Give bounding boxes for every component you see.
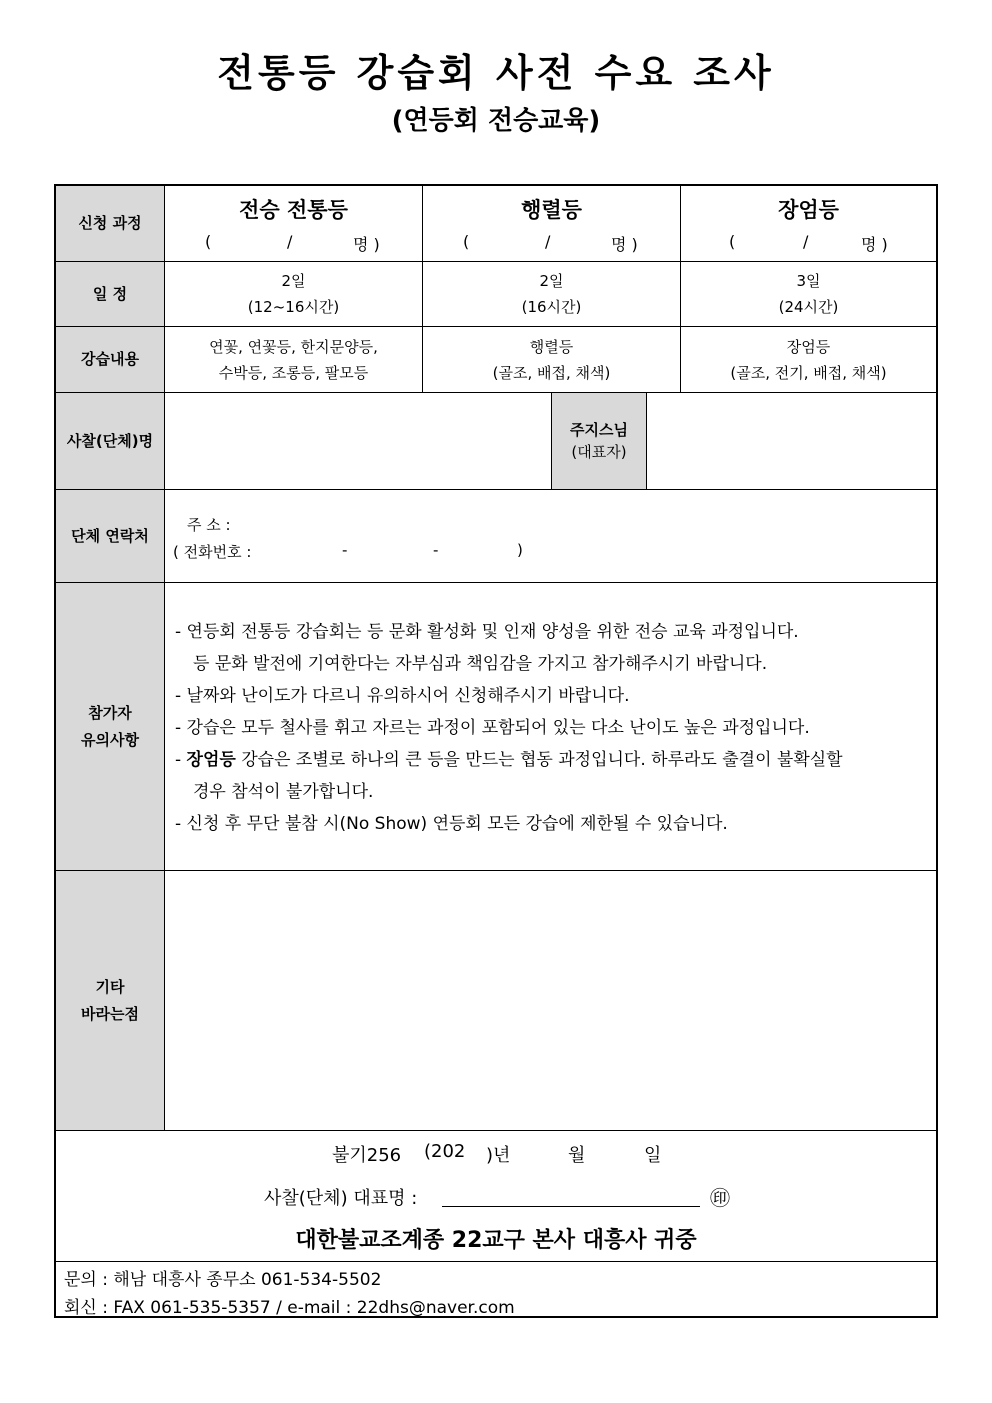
note-item: - 연등회 전통등 강습회는 등 문화 활성화 및 인재 양성을 위한 전승 교육 과정입니다. — [175, 622, 799, 642]
count-unit: 명 ) — [353, 235, 380, 254]
note-item: 등 문화 발전에 기여한다는 자부심과 책임감을 가지고 참가해주시기 바랍니다. — [193, 654, 768, 674]
content-cell: 연꽃, 연꽃등, 한지문양등, 수박등, 조롱등, 팔모등 — [209, 337, 378, 382]
note-item: 경우 참석이 불가합니다. — [193, 782, 374, 802]
count-paren: ( — [205, 232, 212, 251]
temple-name-input[interactable] — [165, 393, 551, 489]
course-name: 전승 전통등 — [239, 198, 348, 222]
phone-dash: - — [433, 541, 439, 559]
count-unit: 명 ) — [611, 235, 638, 254]
date-year[interactable]: (202 — [424, 1141, 466, 1162]
contact-input[interactable] — [165, 490, 936, 582]
seal-mark: ㊞ — [710, 1186, 730, 1210]
participant-notes — [175, 616, 935, 840]
course-column-1 — [165, 186, 422, 261]
schedule-cell: 2일 (16시간) — [521, 272, 582, 316]
abbot-label: 주지스님 (대표자) — [552, 393, 646, 489]
date-month[interactable]: 월 — [568, 1145, 586, 1166]
note-item — [175, 744, 935, 776]
page-subtitle: (연등회 전승교육) — [391, 106, 601, 136]
course-name: 행렬등 — [521, 198, 582, 222]
row-divider — [56, 1130, 936, 1131]
other-wishes-input[interactable] — [165, 871, 936, 1130]
course-name: 장엄등 — [778, 198, 839, 222]
date-year-end: )년 — [486, 1145, 511, 1166]
note-text: 강습은 조별로 하나의 큰 등을 만드는 협동 과정입니다. 하루라도 출결이 불확실할 — [241, 750, 843, 770]
schedule-cell: 3일 (24시간) — [778, 272, 839, 316]
course-column-2 — [423, 186, 680, 261]
page-title: 전통등 강습회 사전 수요 조사 — [217, 51, 775, 95]
count-unit: 명 ) — [861, 235, 888, 254]
abbot-name-input[interactable] — [647, 393, 936, 489]
phone-dash: - — [342, 541, 348, 559]
content-label: 강습내용 — [56, 327, 164, 392]
count-slash[interactable]: / — [287, 232, 293, 251]
reply-line: 회신 : FAX 061-535-5357 / e-mail : 22dhs@naver.com — [64, 1298, 515, 1318]
date-prefix: 불기256 — [332, 1145, 402, 1166]
count-slash[interactable]: / — [545, 232, 551, 251]
temple-label: 사찰(단체)명 — [56, 393, 164, 489]
organization-name: 대한불교조계종 22교구 본사 대흥사 귀중 — [295, 1228, 697, 1253]
date-day[interactable]: 일 — [644, 1145, 662, 1166]
count-paren: ( — [729, 232, 736, 251]
course-label: 신청 과정 — [56, 186, 164, 261]
representative-label: 사찰(단체) 대표명 : — [264, 1188, 418, 1209]
note-emphasis: 장엄등 — [186, 750, 236, 770]
address-label: 주 소 : — [187, 516, 231, 534]
note-item: - 날짜와 난이도가 다르니 유의하시어 신청해주시기 바랍니다. — [175, 686, 630, 706]
inquiry-line: 문의 : 해남 대흥사 종무소 061-534-5502 — [64, 1270, 382, 1290]
note-item: - 강습은 모두 철사를 휘고 자르는 과정이 포함되어 있는 다소 난이도 높은 과정입니다. — [175, 718, 810, 738]
notes-label: 참가자 유의사항 — [56, 583, 164, 870]
content-cell: 행렬등 (골조, 배접, 채색) — [492, 337, 611, 382]
phone-label: ( 전화번호 : — [173, 543, 252, 561]
count-paren: ( — [463, 232, 470, 251]
content-cell: 장엄등 (골조, 전기, 배접, 채색) — [730, 337, 887, 382]
other-label: 기타 바라는점 — [56, 871, 164, 1130]
contact-label: 단체 연락처 — [56, 490, 164, 582]
row-divider — [56, 582, 936, 583]
representative-signature-line[interactable] — [442, 1206, 700, 1207]
course-column-3 — [681, 186, 936, 261]
note-dash: - — [175, 750, 182, 770]
note-item: - 신청 후 무단 불참 시(No Show) 연등회 모든 강습에 제한될 수 있습니다. — [175, 814, 728, 834]
phone-close: ) — [517, 541, 523, 559]
schedule-label: 일 정 — [56, 262, 164, 326]
schedule-cell: 2일 (12~16시간) — [247, 272, 340, 316]
count-slash[interactable]: / — [803, 232, 809, 251]
row-divider — [56, 1261, 936, 1262]
